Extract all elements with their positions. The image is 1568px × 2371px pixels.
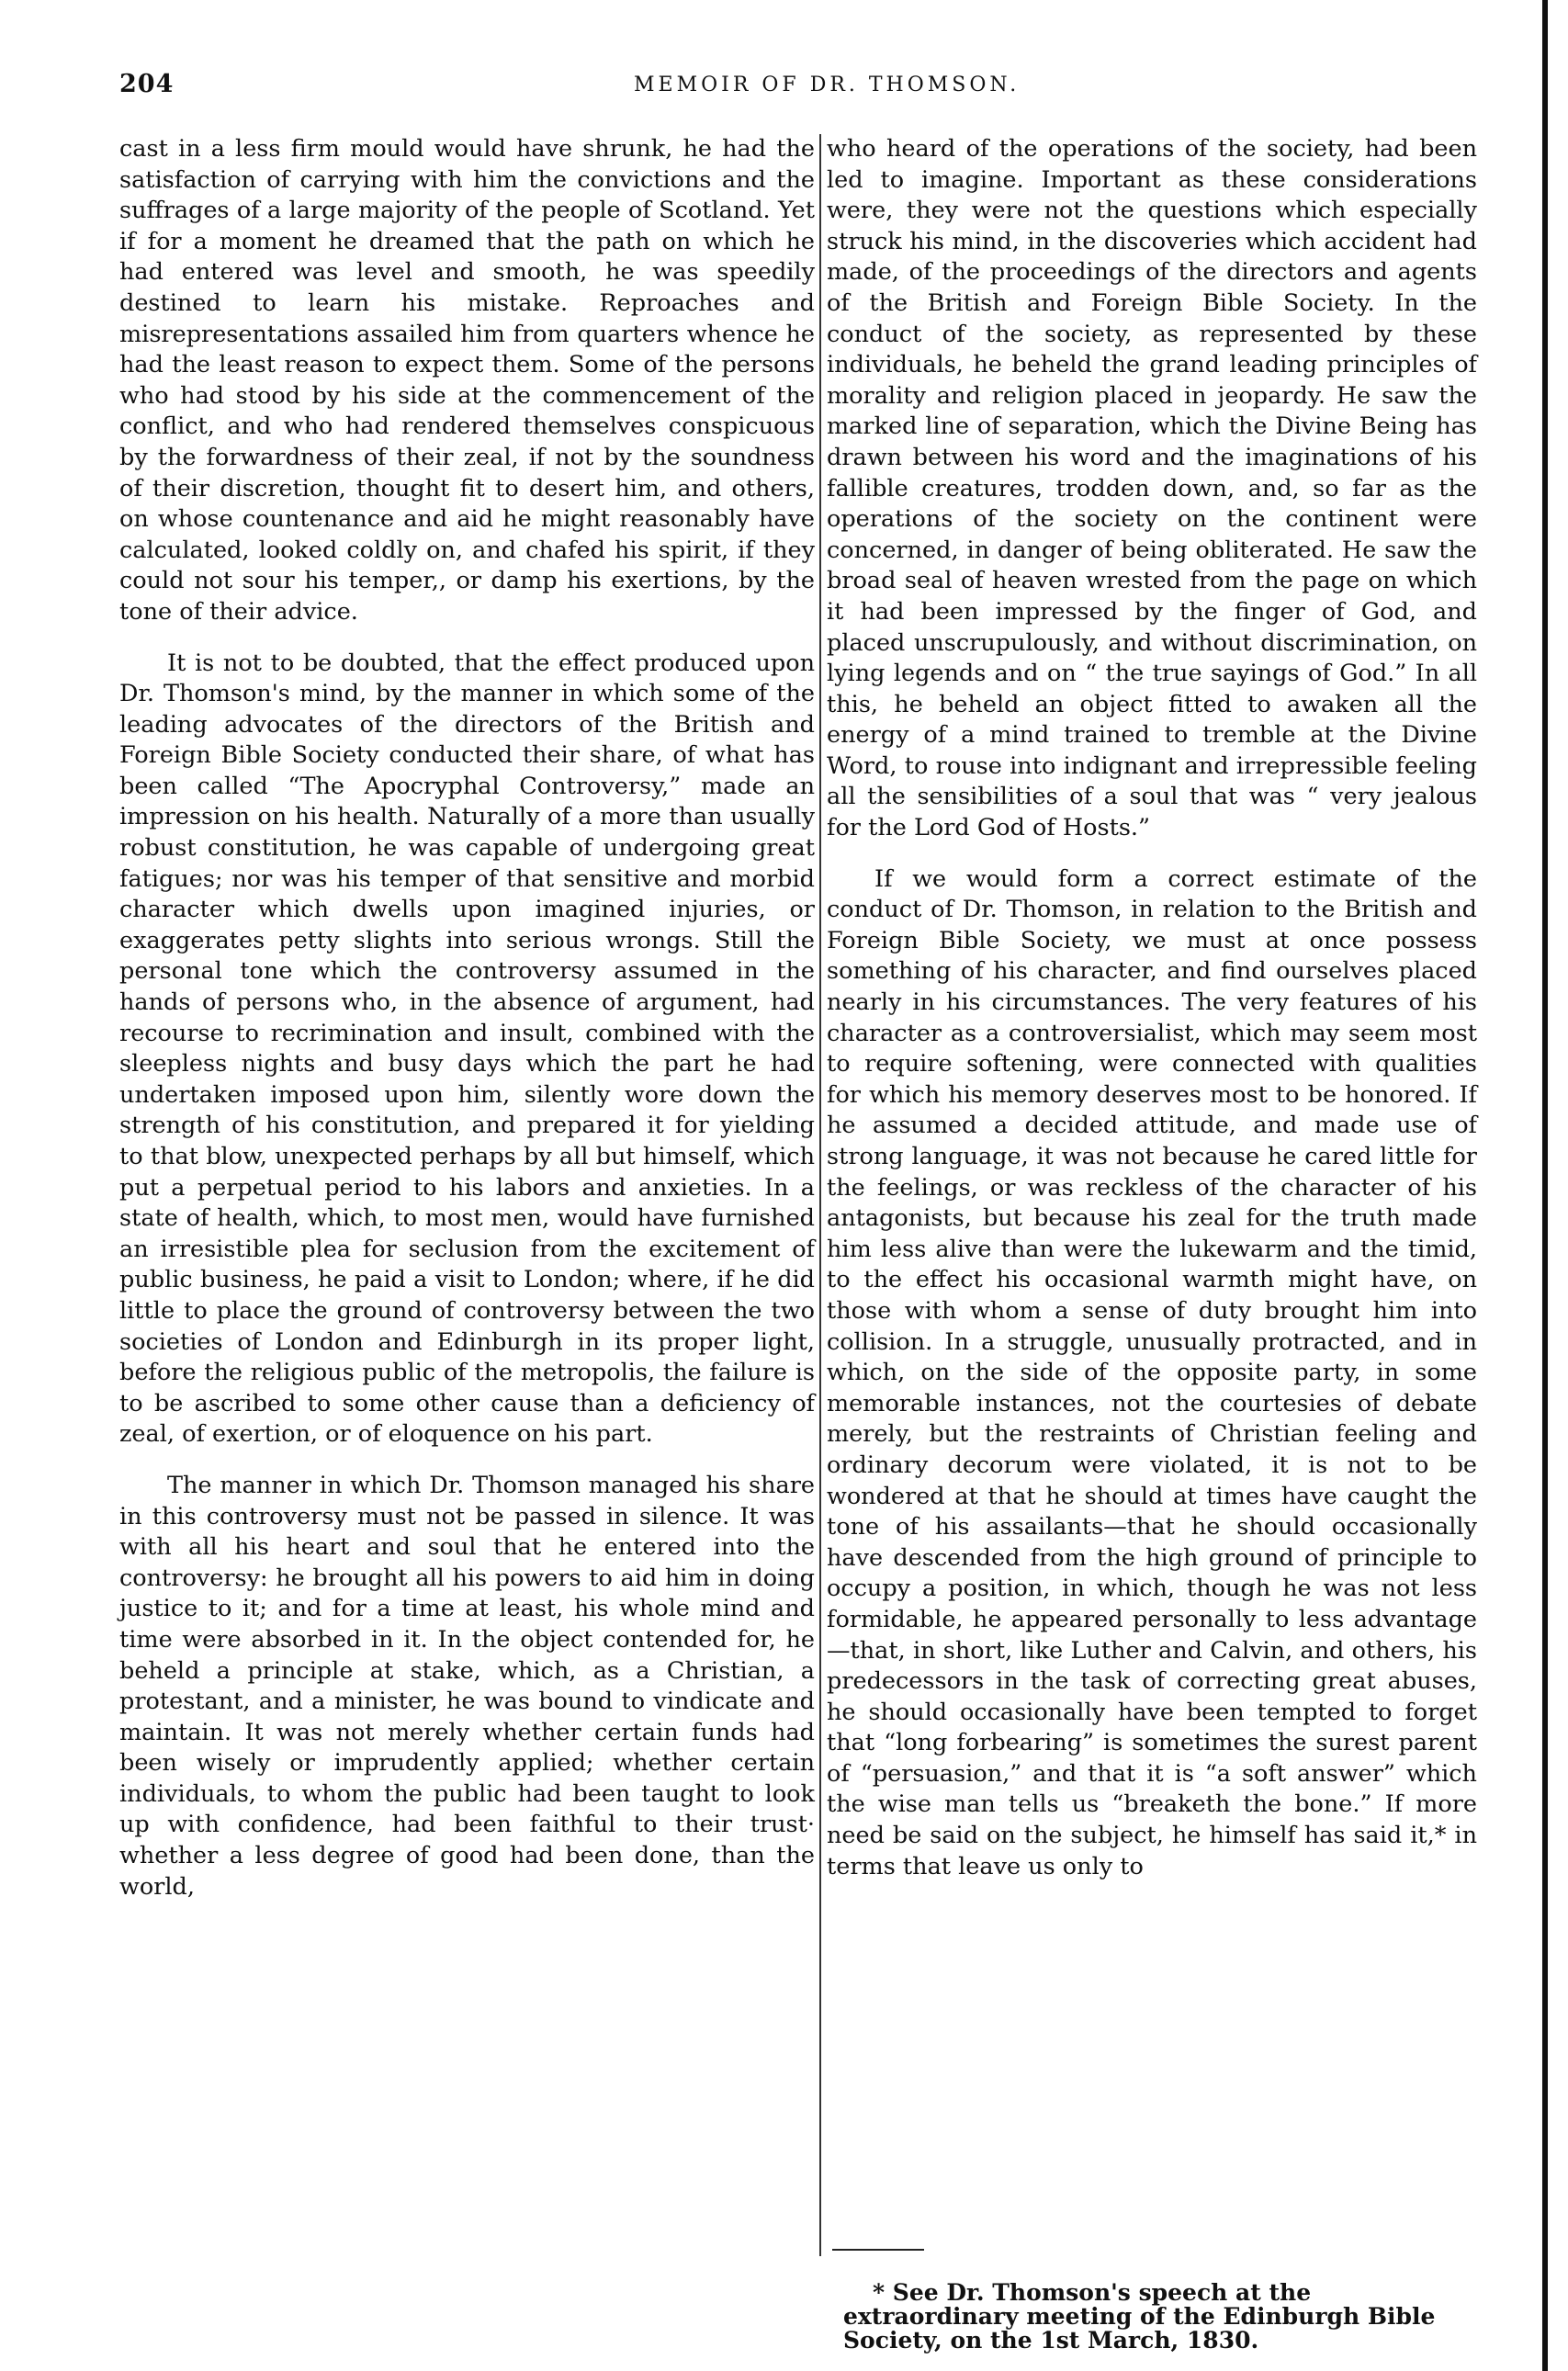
paragraph: If we would form a correct estimate of the conduct of Dr. Thomson, in relation to the British and Foreign Bible Society, we must at once possess something of his character, and find ourselves placed nearly in his circumstances. The very features of his character as a controversialist, which may seem most to require softening, were connected with qualities for which his memory deserves most to be honored. If he assumed a decided attitude, and made use of strong language, it was not because he cared little for the feelings, or was reckless of the character of his antagonists, but because his zeal for the truth made him less alive than were the lukewarm and the timid, to the effect his occasional warmth might have, on those with whom a sense of duty brought him into collision. In a struggle, unusually protracted, and in which, on the side of the opposite party, in some memorable instances, not the courtesies of debate merely, but the restraints of Christian feeling and ordinary decorum were violated, it is not to be wondered at that he should at times have caught the tone of his assailants—that he should occasionally have descended from the high ground of principle to occupy a position, in which, though he was not less formidable, he appeared personally to less advantage—that, in short, like Luther and Calvin, and others, his predecessors in the task of correcting great abuses, he should occasionally have been tempted to forget that “long forbearing” is sometimes the surest parent of “persuasion,” and that it is “a soft answer” which the wise man tells us “breaketh the bone.” If more need be said on the subject, he himself has said it,* in terms that leave us only to: [827, 864, 1477, 1880]
left-column: [119, 134, 815, 1902]
right-column: [827, 134, 1477, 1882]
column-divider: [819, 134, 821, 2256]
paragraph: who heard of the operations of the society, had been led to imagine. Important as these considerations were, they were not the questions which especially struck his mind, in the discoveries which accident had made, of the proceedings of the directors and agents of the British and Foreign Bible Society. In the conduct of the society, as represented by these individuals, he beheld the grand leading principles of morality and religion placed in jeopardy. He saw the marked line of separation, which the Divine Being has drawn between his word and the imaginations of his fallible creatures, trodden down, and, so far as the operations of the society on the continent were concerned, in danger of being obliterated. He saw the broad seal of heaven wrested from the page on which it had been impressed by the finger of God, and placed unscrupulously, and without discrimination, on lying legends and on “ the true sayings of God.” In all this, he beheld an object fitted to awaken all the energy of a mind trained to tremble at the Divine Word, to rouse into indignant and irrepressible feeling all the sensibilities of a soul that was “ very jealous for the Lord God of Hosts.”: [827, 135, 1477, 842]
paragraph: It is not to be doubted, that the effect produced upon Dr. Thomson's mind, by the manner in which some of the leading advocates of the directors of the British and Foreign Bible Society conducted their share, of what has been called “The Apocryphal Controversy,” made an impression on his health. Naturally of a more than usually robust constitution, he was capable of undergoing great fatigues; nor was his temper of that sensitive and morbid character which dwells upon imagined injuries, or exaggerates petty slights into serious wrongs. Still the personal tone which the controversy assumed in the hands of persons who, in the absence of argument, had recourse to recrimination and insult, combined with the sleepless nights and busy days which the part he had undertaken imposed upon him, silently wore down the strength of his constitution, and prepared it for yielding to that blow, unexpected perhaps by all but himself, which put a perpetual period to his labors and anxieties. In a state of health, which, to most men, would have furnished an irresistible plea for seclusion from the excitement of public business, he paid a visit to London; where, if he did little to place the ground of controversy between the two societies of London and Edinburgh in its proper light, before the religious public of the metropolis, the failure is to be ascribed to some other cause than a deficiency of zeal, of exertion, or of eloquence on his part.: [119, 649, 815, 1449]
page-number: 204: [119, 70, 175, 98]
running-head: MEMOIR OF DR. THOMSON.: [634, 73, 1021, 96]
paragraph: cast in a less firm mould would have shrunk, he had the satisfaction of carrying with him the convictions and the suffrages of a large majority of the people of Scotland. Yet if for a moment he dreamed that the path on which he had entered was level and smooth, he was speedily destined to learn his mistake. Reproaches and misrepresentations assailed him from quarters whence he had the least reason to expect them. Some of the persons who had stood by his side at the commencement of the conflict, and who had rendered themselves conspicuous by the forwardness of their zeal, if not by the soundness of their discretion, thought fit to desert him, and others, on whose countenance and aid he might reasonably have calculated, looked coldly on, and chafed his spirit, if they could not sour his temper,, or damp his exertions, by the tone of their advice.: [119, 135, 815, 626]
footnote: * See Dr. Thomson's speech at the extraordinary meeting of the Edinburgh Bible Society, on the 1st March, 1830.: [843, 2279, 1436, 2354]
footnote-rule: [832, 2249, 924, 2251]
page-edge-rule: [1542, 0, 1548, 2371]
paragraph: The manner in which Dr. Thomson managed his share in this controversy must not be passed in silence. It was with all his heart and soul that he entered into the controversy: he brought all his powers to aid him in doing justice to it; and for a time at least, his whole mind and time were absorbed in it. In the object contended for, he beheld a principle at stake, which, as a Christian, a protestant, and a minister, he was bound to vindicate and maintain. It was not merely whether certain funds had been wisely or imprudently applied; whether certain individuals, to whom the public had been taught to look up with confidence, had been faithful to their trust· whether a less degree of good had been done, than the world,: [119, 1471, 815, 1901]
page-header: [119, 70, 1442, 103]
